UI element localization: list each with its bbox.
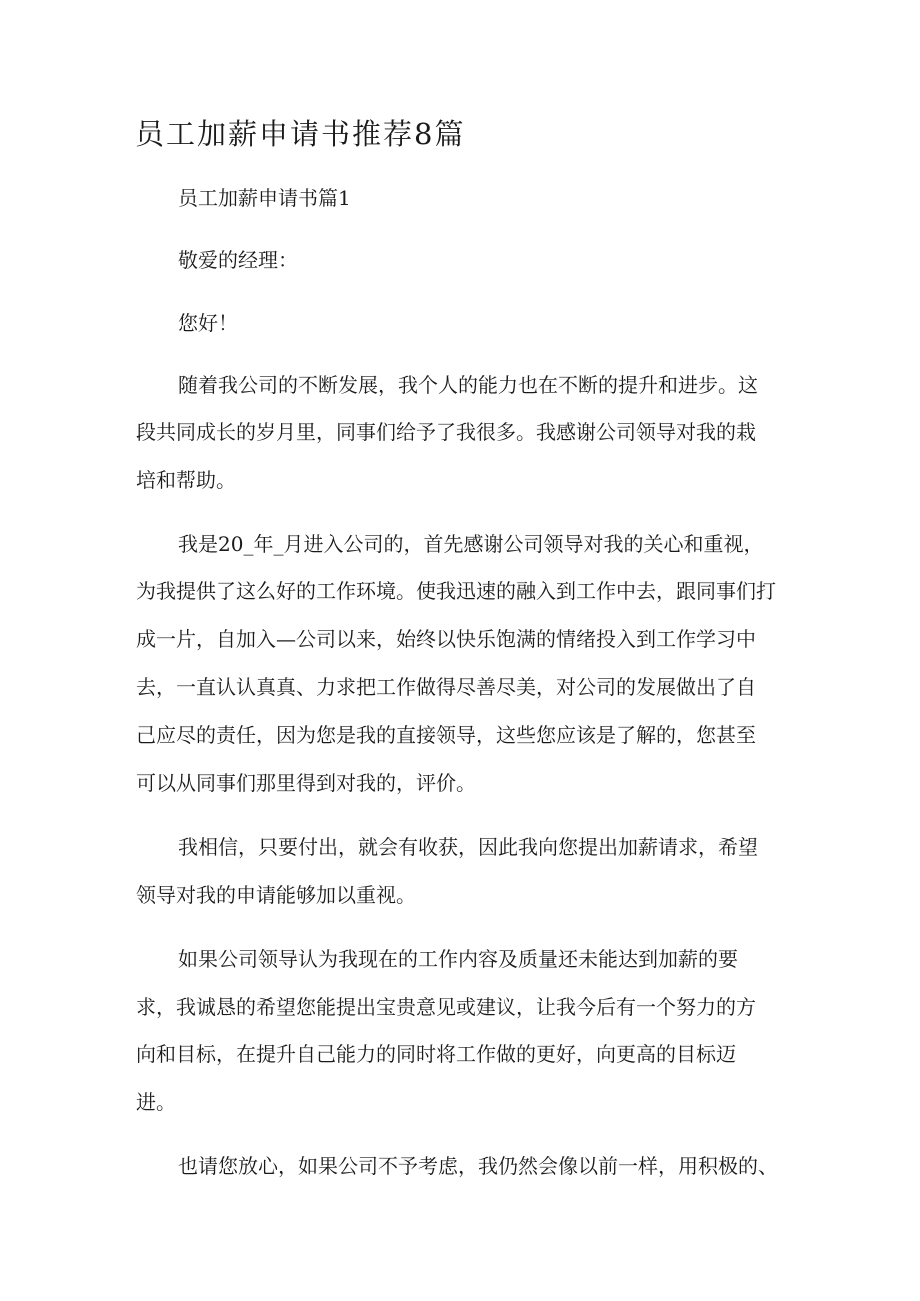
paragraph-line: 成一片，自加入—公司以来，始终以快乐饱满的情绪投入到工作学习中 [136,627,756,651]
paragraph-line: 求，我诚恳的希望您能提出宝贵意见或建议，让我今后有一个努力的方 [136,995,756,1019]
section-heading: 员工加薪申请书篇1 [178,186,351,210]
paragraph-line: 进。 [136,1090,176,1114]
paragraph-line: 去，一直认认真真、力求把工作做得尽善尽美，对公司的发展做出了自 [136,675,756,699]
paragraph-line: 培和帮助。 [136,468,236,492]
paragraph-line: 可以从同事们那里得到对我的，评价。 [136,771,476,795]
paragraph-line: 为我提供了这么好的工作环境。使我迅速的融入到工作中去，跟同事们打 [136,579,776,603]
paragraph-line: 段共同成长的岁月里，同事们给予了我很多。我感谢公司领导对我的栽 [136,420,756,444]
paragraph-line: 我是20_年_月进入公司的，首先感谢公司领导对我的关心和重视， [178,532,764,556]
paragraph-line: 己应尽的责任，因为您是我的直接领导，这些您应该是了解的，您甚至 [136,723,756,747]
paragraph-line: 随着我公司的不断发展，我个人的能力也在不断的提升和进步。这 [178,373,758,397]
greeting: 您好！ [178,311,238,335]
paragraph-line: 领导对我的申请能够加以重视。 [136,883,416,907]
paragraph-line: 如果公司领导认为我现在的工作内容及质量还未能达到加薪的要 [178,947,738,971]
paragraph-line: 我相信，只要付出，就会有收获，因此我向您提出加薪请求，希望 [178,835,758,859]
paragraph-line: 也请您放心，如果公司不予考虑，我仍然会像以前一样，用积极的、 [178,1154,778,1178]
paragraph-line: 向和目标，在提升自己能力的同时将工作做的更好，向更高的目标迈 [136,1042,736,1066]
salutation: 敬爱的经理： [178,248,298,272]
document-title: 员工加薪申请书推荐8篇 [135,117,466,151]
